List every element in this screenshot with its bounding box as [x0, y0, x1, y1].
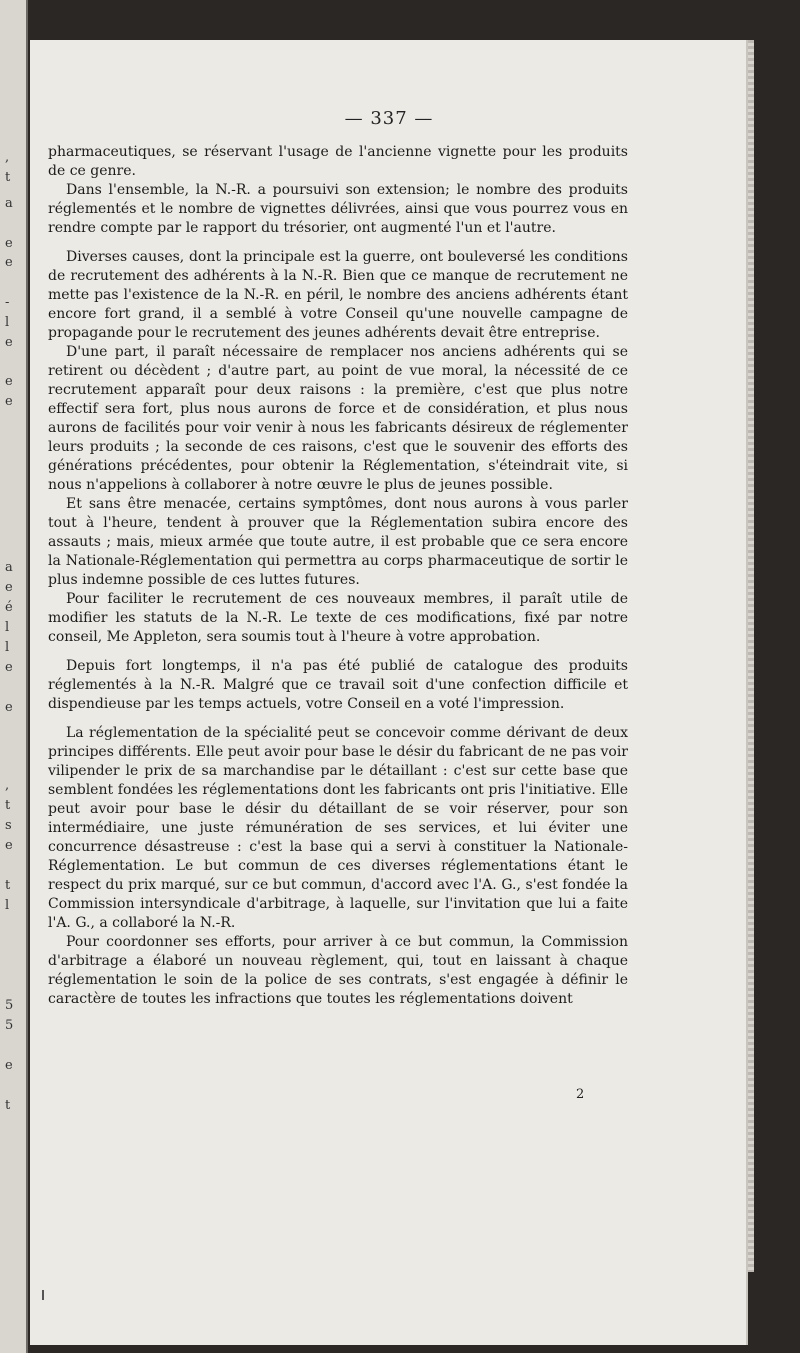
page-header: — 337 —	[344, 108, 434, 129]
left-fragment: a	[5, 196, 13, 211]
left-fragment: e	[5, 374, 13, 389]
left-fragment: e	[5, 255, 13, 270]
book-page	[30, 40, 748, 1345]
left-fragment: e	[5, 236, 13, 251]
left-fragment: l	[5, 898, 10, 913]
margin-mark	[42, 1290, 44, 1300]
left-fragment: t	[5, 798, 11, 813]
page-footer-number: 2	[576, 1087, 585, 1102]
left-fragment: l	[5, 315, 10, 330]
left-fragment: -	[5, 295, 10, 310]
left-fragment: e	[5, 580, 13, 595]
left-fragment: ,	[5, 150, 10, 165]
left-fragment: t	[5, 878, 11, 893]
left-fragment: e	[5, 838, 13, 853]
paragraph: Diverses causes, dont la principale est la guerre, ont bouleversé les conditions de recrutement des adhérents à la N.-R. Bien que ce manque de recrutement ne mette pas l'existence de la N.-R. en péril, le nombre des anciens adhérents étant encore fort grand, il a semblé à votre Conseil qu'une nouvelle campagne de propagande pour le recrutement des jeunes adhérents devait être entreprise.	[48, 249, 628, 341]
left-fragment: a	[5, 560, 13, 575]
left-fragment: e	[5, 700, 13, 715]
left-fragment: é	[5, 600, 13, 615]
left-fragment: s	[5, 818, 12, 833]
paragraph: Et sans être menacée, certains symptômes, dont nous aurons à vous parler tout à l'heure, tendent à prouver que la Réglementation subira encore des assauts ; mais, mieux armée que toute autre, il est probable que ce sera encore la Nationale-Réglementation qui permettra au corps pharmaceutique de sortir le plus indemne possible de ces luttes futures.	[48, 496, 628, 588]
paragraph: pharmaceutiques, se réservant l'usage de l'ancienne vignette pour les produits de ce genre.	[48, 144, 628, 179]
left-fragment: e	[5, 335, 13, 350]
left-fragment: ,	[5, 778, 10, 793]
paragraph: Pour coordonner ses efforts, pour arriver à ce but commun, la Commission d'arbitrage a élaboré un nouveau règlement, qui, tout en laissant à chaque réglementation le soin de la police de ses contrats, s'est engagée à définir le caractère de toutes les infractions que toutes les réglementations doivent	[48, 934, 628, 1007]
paragraph: Pour faciliter le recrutement de ces nouveaux membres, il paraît utile de modifier les statuts de la N.-R. Le texte de ces modifications, fixé par notre conseil, Me Appleton, sera soumis tout à l'heure à votre approbation.	[48, 591, 628, 645]
paragraph: D'une part, il paraît nécessaire de remplacer nos anciens adhérents qui se retirent ou décèdent ; d'autre part, au point de vue moral, la nécessité de ce recrutement apparaît pour deux raisons : la première, c'est que plus notre effectif sera fort, plus nous aurons de force et de considération, et plus nous aurons de facilités pour voir venir à nous les fabricants désireux de réglementer leurs produits ; la seconde de ces raisons, c'est que le souvenir des efforts des générations précédentes, pour obtenir la Réglementation, s'éteindrait vite, si nous n'appelions à collaborer à notre œuvre le plus de jeunes possible.	[48, 344, 628, 493]
left-fragment: t	[5, 170, 11, 185]
paragraph: Dans l'ensemble, la N.-R. a poursuivi son extension; le nombre des produits réglementés et le nombre de vignettes délivrées, ainsi que vous pourrez vous en rendre compte par le rapport du trésorier, ont augmenté l'un et l'autre.	[48, 182, 628, 236]
page-body	[48, 143, 628, 1009]
left-fragment: l	[5, 640, 10, 655]
left-fragment: t	[5, 1098, 11, 1113]
left-fragment: l	[5, 620, 10, 635]
left-fragment: e	[5, 660, 13, 675]
paragraph: Depuis fort longtemps, il n'a pas été publié de catalogue des produits réglementés à la N.-R. Malgré que ce travail soit d'une confection difficile et dispendieuse par les temps actuels, votre Conseil en a voté l'impression.	[48, 658, 628, 712]
paragraph: La réglementation de la spécialité peut se concevoir comme dérivant de deux principes différents. Elle peut avoir pour base le désir du fabricant de ne pas voir vilipender le prix de sa marchandise par le détaillant : c'est sur cette base que semblent fondées les réglementations dont les fabricants ont pris l'initiative. Elle peut avoir pour base le désir du détaillant de se voir réserver, pour son intermédiaire, une juste rémunération de ses services, et lui éviter une concurrence désastreuse : c'est la base qui a servi à constituer la Nationale-Réglementation. Le but commun de ces diverses réglementations étant le respect du prix marqué, sur ce but commun, d'accord avec l'A. G., s'est fondée la Commission intersyndicale d'arbitrage, à laquelle, sur l'invitation que lui a faite l'A. G., a collaboré la N.-R.	[48, 725, 628, 931]
left-fragment: e	[5, 394, 13, 409]
left-fragment: 5	[5, 1018, 14, 1033]
left-fragment: e	[5, 1058, 13, 1073]
background-right	[754, 40, 800, 1353]
left-fragment: 5	[5, 998, 14, 1013]
left-page-fragments	[2, 0, 22, 1353]
